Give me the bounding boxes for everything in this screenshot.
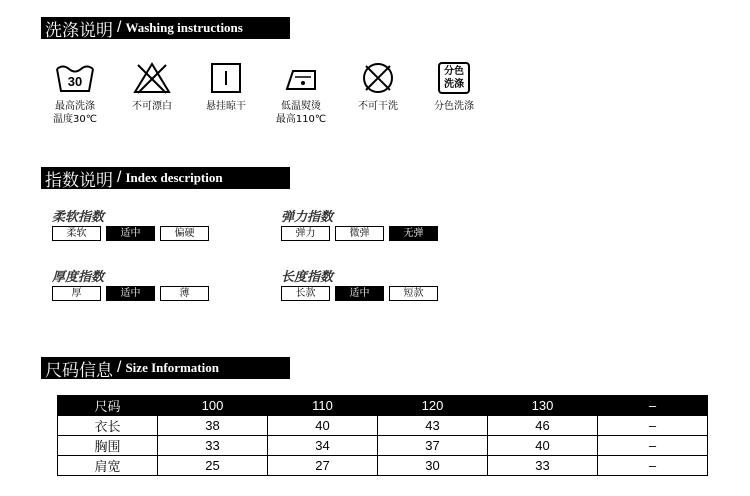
thickness-option-thick: 厚: [52, 286, 101, 301]
index-group-thickness: [52, 266, 209, 301]
table-row: [58, 456, 708, 476]
length-option-short: 短款: [389, 286, 438, 301]
table-cell: –: [598, 456, 708, 476]
wash-label-line2: 温度30℃: [53, 114, 97, 125]
length-option-medium: 适中: [335, 286, 384, 301]
separate-glyph-1: 分色: [444, 66, 464, 77]
index-group-elasticity: [281, 206, 438, 241]
table-cell: 38: [158, 416, 268, 436]
separate-wash-label: 分色洗涤: [434, 101, 474, 112]
size-column-header: 100: [158, 396, 268, 416]
length-title: 长度指数: [281, 270, 334, 285]
low-iron-label-line2: 最高110℃: [275, 114, 327, 125]
table-cell: 33: [488, 456, 598, 476]
washing-title-separator: /: [117, 19, 122, 36]
no-dry-clean-label: 不可干洗: [358, 101, 398, 112]
size-column-header: 尺码: [58, 396, 158, 416]
index-section-header: [41, 167, 290, 189]
table-cell: 40: [488, 436, 598, 456]
thickness-option-medium: 适中: [106, 286, 155, 301]
elasticity-option-none: 无弹: [389, 226, 438, 241]
size-section-header: [41, 357, 290, 379]
table-row: [58, 416, 708, 436]
table-cell: 37: [378, 436, 488, 456]
size-title-separator: /: [117, 359, 122, 376]
softness-option-hard: 偏硬: [160, 226, 209, 241]
softness-title: 柔软指数: [52, 210, 105, 225]
table-cell: –: [598, 416, 708, 436]
size-title-en: Size Information: [125, 360, 219, 375]
table-cell: –: [598, 436, 708, 456]
elasticity-option-slight: 微弹: [335, 226, 384, 241]
table-cell: 33: [158, 436, 268, 456]
size-column-header: –: [598, 396, 708, 416]
table-cell: 46: [488, 416, 598, 436]
wash-separately-icon: [438, 62, 470, 94]
washing-title-zh: 洗涤说明: [45, 20, 113, 41]
separate-glyph-2: 洗涤: [444, 79, 464, 90]
size-title-zh: 尺码信息: [45, 360, 113, 381]
no-bleach-label: 不可漂白: [132, 101, 172, 112]
index-title-en: Index description: [125, 170, 223, 185]
table-cell: 34: [268, 436, 378, 456]
table-cell: 27: [268, 456, 378, 476]
index-title-zh: 指数说明: [45, 170, 113, 191]
wash-temp-value: 30: [67, 74, 83, 89]
wash-label-line1: 最高洗涤: [55, 101, 95, 112]
table-row: [58, 436, 708, 456]
thickness-option-thin: 薄: [160, 286, 209, 301]
table-cell: 40: [268, 416, 378, 436]
table-cell: 25: [158, 456, 268, 476]
index-group-length: [281, 266, 438, 301]
table-cell: 43: [378, 416, 488, 436]
elasticity-option-elastic: 弹力: [281, 226, 330, 241]
low-iron-label-line1: 低温熨烫: [281, 101, 321, 112]
size-column-header: 110: [268, 396, 378, 416]
index-title-separator: /: [117, 169, 122, 186]
table-cell: 衣长: [58, 416, 158, 436]
hang-dry-label: 悬挂晾干: [206, 101, 246, 112]
washing-title-en: Washing instructions: [125, 20, 243, 35]
size-column-header: 130: [488, 396, 598, 416]
size-table: [57, 395, 708, 476]
table-cell: 胸围: [58, 436, 158, 456]
length-option-long: 长款: [281, 286, 330, 301]
size-table-header-row: [58, 396, 708, 416]
washing-section-header: [41, 17, 290, 39]
softness-option-soft: 柔软: [52, 226, 101, 241]
wash-item-separate: [409, 58, 499, 113]
table-cell: 30: [378, 456, 488, 476]
elasticity-title: 弹力指数: [281, 210, 334, 225]
table-cell: 肩宽: [58, 456, 158, 476]
thickness-title: 厚度指数: [52, 270, 105, 285]
size-column-header: 120: [378, 396, 488, 416]
index-group-softness: [52, 206, 209, 241]
softness-option-medium: 适中: [106, 226, 155, 241]
